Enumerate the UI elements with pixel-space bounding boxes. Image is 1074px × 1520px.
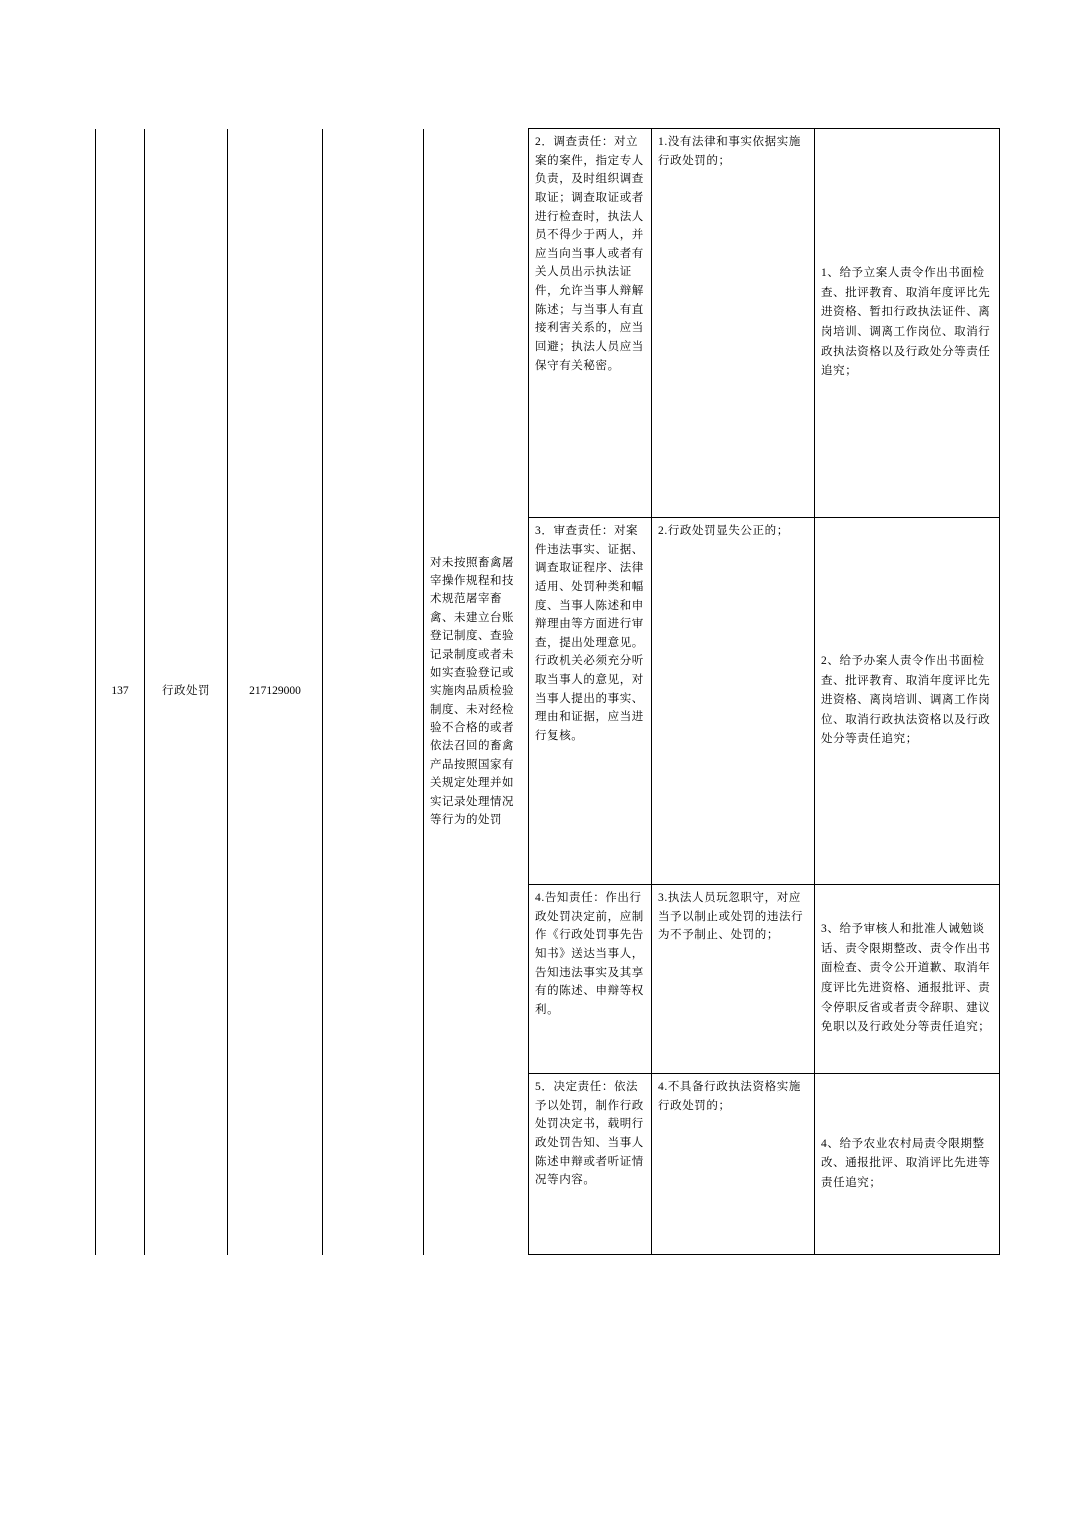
cell-duty: 2．调查责任：对立案的案件，指定专人负责，及时组织调查取证；调查取证或者进行检查时，执法人员不得少于两人，并应当向当事人或者有关人员出示执法证件，允许当事人辩解陈述；与当事人有直接利害关系的，应当回避；执法人员应当保守有关秘密。 <box>529 129 652 518</box>
cell-accountability: 3、给予审核人和批准人诫勉谈话、责令限期整改、责令作出书面检查、责令公开道歉、取消年度评比先进资格、通报批评、责令停职反省或者责令辞职、建议免职以及行政处分等责任追究； <box>815 885 1000 1074</box>
cell-serial-no: 137 <box>96 129 145 1255</box>
cell-fault: 2.行政处罚显失公正的； <box>652 518 815 885</box>
cell-fault: 3.执法人员玩忽职守，对应当予以制止或处罚的违法行为不予制止、处罚的； <box>652 885 815 1074</box>
cell-duty: 3．审查责任：对案件违法事实、证据、调查取证程序、法律适用、处罚种类和幅度、当事人陈述和申辩理由等方面进行审查，提出处理意见。行政机关必须充分听取当事人的意见，对当事人提出的事实、理由和证据，应当进行复核。 <box>529 518 652 885</box>
cell-duty: 4.告知责任：作出行政处罚决定前，应制作《行政处罚事先告知书》送达当事人，告知违法事实及其享有的陈述、申辩等权利。 <box>529 885 652 1074</box>
table-row <box>96 129 1000 518</box>
responsibility-table <box>95 128 1000 1255</box>
cell-item-type: 行政处罚 <box>145 129 228 1255</box>
cell-accountability: 4、给予农业农村局责令限期整改、通报批评、取消评比先进等责任追究； <box>815 1074 1000 1255</box>
cell-accountability: 1、给予立案人责令作出书面检查、批评教育、取消年度评比先进资格、暂扣行政执法证件、离岗培训、调离工作岗位、取消行政执法资格以及行政处分等责任追究； <box>815 129 1000 518</box>
cell-item-code: 217129000 <box>228 129 323 1255</box>
cell-duty: 5．决定责任：依法予以处罚，制作行政处罚决定书，载明行政处罚告知、当事人陈述申辩或者听证情况等内容。 <box>529 1074 652 1255</box>
cell-blank <box>323 129 424 1255</box>
cell-fault: 4.不具备行政执法资格实施行政处罚的； <box>652 1074 815 1255</box>
cell-accountability: 2、给予办案人责令作出书面检查、批评教育、取消年度评比先进资格、离岗培训、调离工作岗位、取消行政执法资格以及行政处分等责任追究； <box>815 518 1000 885</box>
cell-description: 对未按照畜禽屠宰操作规程和技术规范屠宰畜禽、未建立台账登记制度、查验记录制度或者未如实查验登记或实施肉品质检验制度、未对经检验不合格的或者依法召回的畜禽产品按照国家有关规定处理并如实记录处理情况等行为的处罚 <box>424 129 529 1255</box>
cell-fault: 1.没有法律和事实依据实施行政处罚的； <box>652 129 815 518</box>
